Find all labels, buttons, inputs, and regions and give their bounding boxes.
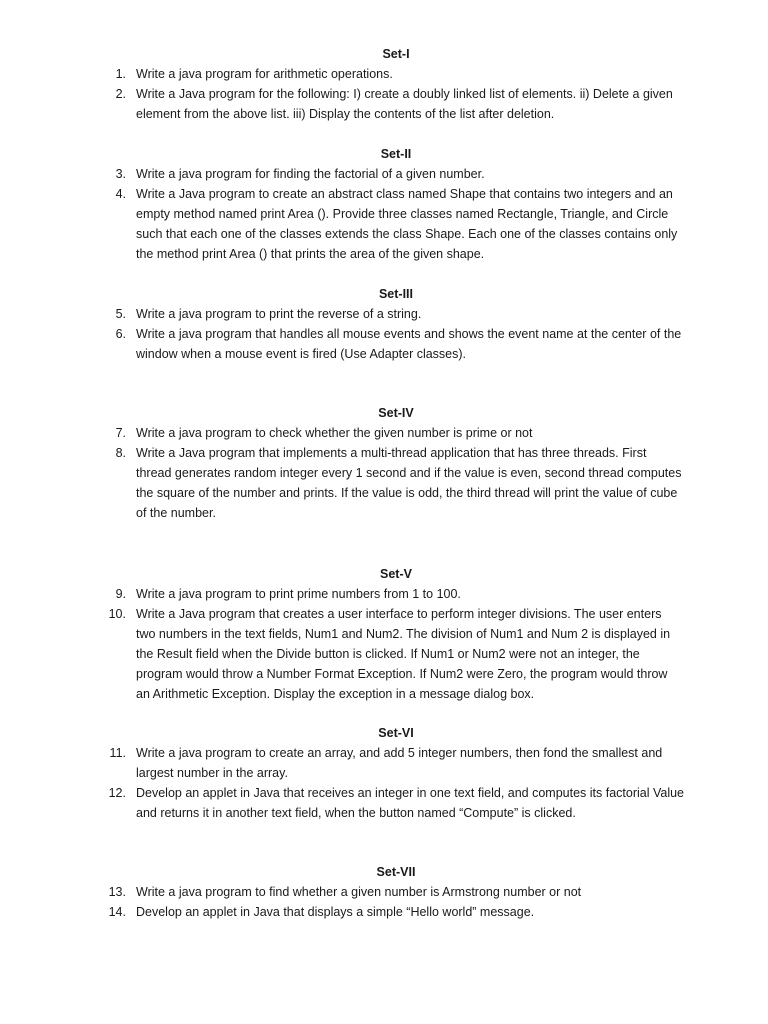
set-title: Set-I: [382, 47, 410, 61]
item-text: Write a java program to print the reverse of a string.: [136, 307, 422, 321]
item-text: Write a Java program for the following: I) create a doubly linked list of elements. ii) Delete a given element from the above list. iii) Display the contents of the list after deletion.: [136, 87, 673, 121]
set-title: Set-II: [380, 147, 412, 161]
item-number: 11.: [109, 746, 126, 760]
item-text: Write a java program to check whether the given number is prime or not: [136, 426, 533, 440]
item-text: Write a java program to print prime numbers from 1 to 100.: [136, 587, 461, 601]
list-item: [0, 882, 768, 902]
set-title: Set-VI: [378, 726, 414, 740]
item-text: Develop an applet in Java that displays a simple “Hello world” message.: [136, 905, 535, 919]
set-2: [0, 144, 768, 264]
set-5: [0, 564, 768, 704]
item-number: 6.: [115, 327, 126, 341]
list-item: [0, 84, 768, 124]
set-title: Set-VII: [376, 865, 416, 879]
item-number: 7.: [115, 426, 126, 440]
list-item: [0, 324, 768, 364]
item-number: 8.: [115, 446, 126, 460]
item-number: 14.: [108, 905, 126, 919]
set-4: [0, 403, 768, 523]
item-text: Write a Java program to create an abstract class named Shape that contains two integers and an empty method named print Area (). Provide three classes named Rectangle, Triangle, and Circle such that each one of the classes extends the class Shape. Each one of the classes contains only the method print Area () that prints the area of the given shape.: [136, 187, 678, 261]
item-text: Write a Java program that implements a multi-thread application that has three threads. First thread generates random integer every 1 second and if the value is even, second thread computes the square of the number and prints. If the value is odd, the third thread will print the value of cube of the number.: [136, 446, 682, 520]
item-number: 1.: [115, 67, 126, 81]
list-item: [0, 64, 768, 84]
item-text: Write a java program to find whether a given number is Armstrong number or not: [136, 885, 582, 899]
list-item: [0, 783, 768, 823]
item-text: Write a Java program that creates a user interface to perform integer divisions. The user enters two numbers in the text fields, Num1 and Num2. The division of Num1 and Num 2 is displayed in the Result field when the Divide button is clicked. If Num1 or Num2 were not an integer, the program would throw a Number Format Exception. If Num2 were Zero, the program would throw an Arithmetic Exception. Display the exception in a message dialog box.: [136, 607, 671, 701]
set-title: Set-V: [380, 567, 412, 581]
set-1: [0, 44, 768, 124]
list-item: [0, 743, 768, 783]
item-number: 12.: [108, 786, 126, 800]
item-number: 2.: [115, 87, 126, 101]
item-number: 5.: [115, 307, 126, 321]
set-title: Set-III: [378, 287, 414, 301]
list-item: [0, 604, 768, 704]
set-title: Set-IV: [378, 406, 414, 420]
list-item: [0, 902, 768, 922]
item-number: 3.: [115, 167, 126, 181]
item-text: Write a java program for arithmetic operations.: [136, 67, 393, 81]
list-item: [0, 584, 768, 604]
item-text: Write a java program for finding the factorial of a given number.: [136, 167, 485, 181]
item-number: 4.: [115, 187, 126, 201]
item-text: Write a java program that handles all mouse events and shows the event name at the center of the window when a mouse event is fired (Use Adapter classes).: [136, 327, 682, 361]
list-item: [0, 304, 768, 324]
list-item: [0, 184, 768, 264]
item-number: 10.: [108, 607, 126, 621]
item-number: 9.: [115, 587, 126, 601]
item-text: Develop an applet in Java that receives an integer in one text field, and computes its factorial Value and returns it in another text field, when the button named “Compute” is clicked.: [136, 786, 685, 820]
list-item: [0, 443, 768, 523]
set-3: [0, 284, 768, 364]
item-number: 13.: [108, 885, 126, 899]
set-6: [0, 723, 768, 823]
list-item: [0, 423, 768, 443]
list-item: [0, 164, 768, 184]
set-7: [0, 862, 768, 922]
item-text: Write a java program to create an array, and add 5 integer numbers, then fond the smallest and largest number in the array.: [136, 746, 663, 780]
